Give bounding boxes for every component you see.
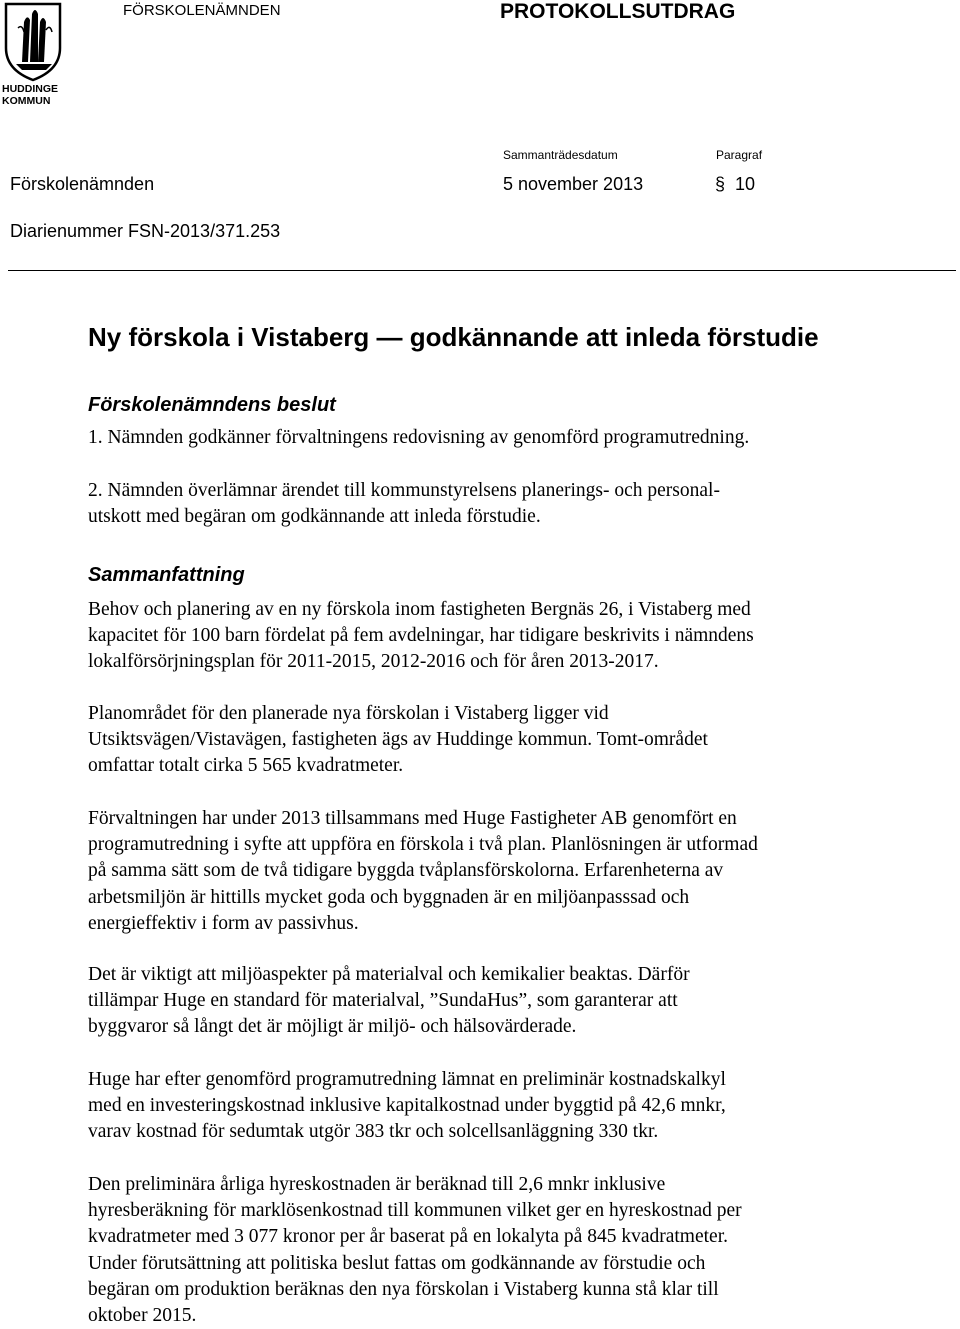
summary-paragraph-4: Det är viktigt att miljöaspekter på materialval och kemikalier beaktas. Därför tillämpar Huge en standard för materialval, ”SundaHus”, som garanterar att byggvaror så långt det är möjligt är miljö- och hälsovärderade. [88,964,690,1038]
logo-text-line1: HUDDINGE [2,83,59,95]
huddinge-kommun-logo [0,0,70,108]
meeting-date-label: Sammanträdesdatum [503,148,618,162]
committee-name: Förskolenämnden [10,174,155,194]
summary-paragraph-3: Förvaltningen har under 2013 tillsammans med Huge Fastigheter AB genomfört en programutredning i syfte att uppföra en förskola i två plan. Planlösningen är utformad på samma sätt som de två tidigare byggda tvåplansförskolorna. Erfarenheterna av arbetsmiljön är hittills mycket goda och byggnaden är en miljöanpasssad och energieffektiv i form av passivhus. [88,808,758,934]
document-type: PROTOKOLLSUTDRAG [500,0,736,23]
paragraph-number: 10 [735,174,756,194]
decision-item-2: 2. Nämnden överlämnar ärendet till kommunstyrelsens planerings- och personal- utskott med begäran om godkännande att inleda förstudie. [88,480,720,528]
page-title: Ny förskola i Vistaberg — godkännande att inleda förstudie [88,322,819,352]
diarie-number: Diarienummer FSN-2013/371.253 [10,221,281,241]
summary-paragraph-2: Planområdet för den planerade nya förskolan i Vistaberg ligger vid Utsiktsvägen/Vistavägen, fastigheten ägs av Huddinge kommun. Tomt-området omfattar totalt cirka 5 565 kvadratmeter. [88,703,708,777]
meeting-date: 5 november 2013 [503,174,644,194]
decision-item-1: 1. Nämnden godkänner förvaltningens redovisning av genomförd programutredning. [88,427,750,448]
summary-heading: Sammanfattning [88,564,245,586]
paragraph-sign: § [715,174,726,194]
coat-of-arms-icon [0,0,70,108]
header-organization: FÖRSKOLENÄMNDEN [123,2,281,19]
summary-paragraph-1: Behov och planering av en ny förskola inom fastigheten Bergnäs 26, i Vistaberg med kapacitet för 100 barn fördelat på fem avdelningar, har tidigare beskrivits i nämndens lokalförsörjningsplan för 2011-2015, 2012-2016 och för åren 2013-2017. [88,599,754,673]
summary-paragraph-5: Huge har efter genomförd programutredning lämnat en preliminär kostnadskalkyl med en investeringskostnad inklusive kapitalkostnad under byggtid på 42,6 mnkr, varav kostnad för sedumtak utgör 383 tkr och solcellsanläggning 330 tkr. [88,1069,726,1143]
summary-paragraph-6: Den preliminära årliga hyreskostnaden är beräknad till 2,6 mnkr inklusive hyresberäkning för marklösenkostnad till kommunen vilket ger en hyreskostnad per kvadratmeter med 3 077 kronor per år baserat på en lokalyta på 845 kvadratmeter. Under förutsättning att politiska beslut fattas om godkännande av förstudie och begäran om produktion beräknas den nya förskolan i Vistaberg kunna stå klar till oktober 2015. [88,1174,742,1327]
header-divider [8,270,956,271]
paragraph-label: Paragraf [716,148,763,162]
logo-text-line2: KOMMUN [2,95,51,107]
decision-heading: Förskolenämndens beslut [88,394,336,416]
